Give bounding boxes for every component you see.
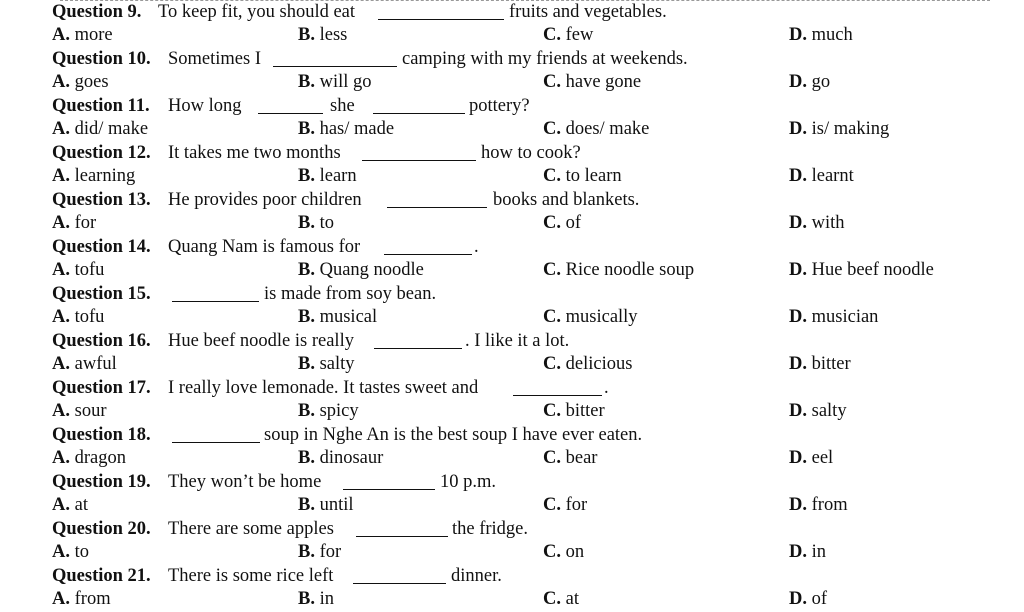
options-line bbox=[0, 588, 1024, 611]
question-number: Question 21. bbox=[52, 566, 151, 586]
option-letter: C. bbox=[543, 307, 561, 327]
option-letter: C. bbox=[543, 542, 561, 562]
option-letter: B. bbox=[298, 448, 315, 468]
option-text: learnt bbox=[811, 166, 854, 186]
options-line bbox=[0, 541, 1024, 564]
option-text: bear bbox=[565, 448, 598, 468]
option-b[interactable] bbox=[298, 306, 377, 329]
question-line bbox=[0, 142, 1024, 165]
option-c[interactable] bbox=[543, 353, 632, 376]
option-a[interactable] bbox=[52, 494, 88, 517]
question-text: the fridge. bbox=[452, 519, 529, 539]
option-letter: D. bbox=[789, 260, 807, 280]
option-text: salty bbox=[811, 401, 847, 421]
question-text: pottery? bbox=[469, 96, 530, 116]
option-letter: D. bbox=[789, 72, 807, 92]
question-number: Question 11. bbox=[52, 96, 150, 116]
question-text: There is some rice left bbox=[168, 566, 334, 586]
question-number: Question 19. bbox=[52, 472, 151, 492]
options-line bbox=[0, 71, 1024, 94]
option-d[interactable] bbox=[789, 400, 847, 423]
options-line bbox=[0, 306, 1024, 329]
option-letter: A. bbox=[52, 542, 70, 562]
answer-blank bbox=[258, 95, 323, 114]
option-letter: A. bbox=[52, 401, 70, 421]
question-line bbox=[0, 377, 1024, 400]
option-letter: D. bbox=[789, 354, 807, 374]
option-letter: B. bbox=[298, 495, 315, 515]
option-d[interactable] bbox=[789, 118, 889, 141]
option-b[interactable] bbox=[298, 541, 341, 564]
option-text: more bbox=[74, 25, 113, 45]
option-letter: D. bbox=[789, 589, 807, 609]
option-a[interactable] bbox=[52, 212, 96, 235]
option-letter: D. bbox=[789, 401, 807, 421]
question-number: Question 13. bbox=[52, 190, 151, 210]
option-d[interactable] bbox=[789, 24, 853, 47]
option-text: in bbox=[811, 542, 827, 562]
question-text: I really love lemonade. It tastes sweet and bbox=[168, 378, 479, 398]
option-text: has/ made bbox=[319, 119, 395, 139]
option-letter: B. bbox=[298, 401, 315, 421]
option-a[interactable] bbox=[52, 165, 135, 188]
option-text: did/ make bbox=[74, 119, 149, 139]
options-line bbox=[0, 118, 1024, 141]
question-line bbox=[0, 330, 1024, 353]
option-text: bitter bbox=[811, 354, 851, 374]
option-a[interactable] bbox=[52, 24, 113, 47]
option-letter: C. bbox=[543, 213, 561, 233]
option-letter: B. bbox=[298, 354, 315, 374]
option-text: Hue beef noodle bbox=[811, 260, 934, 280]
option-text: with bbox=[811, 213, 845, 233]
option-b[interactable] bbox=[298, 165, 357, 188]
option-text: eel bbox=[811, 448, 834, 468]
question-text: To keep fit, you should eat bbox=[158, 2, 356, 22]
answer-blank bbox=[513, 377, 602, 396]
question-text: Hue beef noodle is really bbox=[168, 331, 354, 351]
option-c[interactable] bbox=[543, 400, 605, 423]
option-text: Rice noodle soup bbox=[565, 260, 695, 280]
option-text: much bbox=[811, 25, 853, 45]
option-c[interactable] bbox=[543, 494, 587, 517]
option-letter: C. bbox=[543, 119, 561, 139]
option-d[interactable] bbox=[789, 588, 827, 611]
option-letter: A. bbox=[52, 72, 70, 92]
option-text: have gone bbox=[565, 72, 642, 92]
option-a[interactable] bbox=[52, 541, 89, 564]
option-text: at bbox=[74, 495, 88, 515]
question-text: fruits and vegetables. bbox=[509, 2, 667, 22]
question-number: Question 15. bbox=[52, 284, 151, 304]
question-line bbox=[0, 95, 1024, 118]
option-text: for bbox=[565, 495, 588, 515]
option-a[interactable] bbox=[52, 447, 126, 470]
option-text: of bbox=[565, 213, 582, 233]
option-letter: A. bbox=[52, 307, 70, 327]
option-b[interactable] bbox=[298, 588, 334, 611]
option-b[interactable] bbox=[298, 353, 355, 376]
option-c[interactable] bbox=[543, 588, 579, 611]
option-d[interactable] bbox=[789, 447, 833, 470]
option-a[interactable] bbox=[52, 400, 107, 423]
options-line bbox=[0, 400, 1024, 423]
option-d[interactable] bbox=[789, 212, 845, 235]
option-text: salty bbox=[319, 354, 355, 374]
option-letter: C. bbox=[543, 72, 561, 92]
option-text: musical bbox=[319, 307, 378, 327]
option-text: tofu bbox=[74, 260, 105, 280]
option-b[interactable] bbox=[298, 259, 424, 282]
question-text: books and blankets. bbox=[493, 190, 640, 210]
option-a[interactable] bbox=[52, 71, 109, 94]
option-c[interactable] bbox=[543, 259, 694, 282]
option-text: to bbox=[319, 213, 334, 233]
option-letter: C. bbox=[543, 589, 561, 609]
option-d[interactable] bbox=[789, 165, 854, 188]
option-letter: C. bbox=[543, 354, 561, 374]
question-line bbox=[0, 48, 1024, 71]
option-c[interactable] bbox=[543, 71, 641, 94]
options-line bbox=[0, 447, 1024, 470]
option-letter: B. bbox=[298, 589, 315, 609]
option-text: delicious bbox=[565, 354, 633, 374]
question-number: Question 10. bbox=[52, 49, 151, 69]
question-number: Question 12. bbox=[52, 143, 151, 163]
answer-blank bbox=[356, 518, 448, 537]
option-letter: A. bbox=[52, 354, 70, 374]
option-d[interactable] bbox=[789, 259, 934, 282]
option-text: sour bbox=[74, 401, 107, 421]
option-b[interactable] bbox=[298, 71, 372, 94]
option-text: Quang noodle bbox=[319, 260, 424, 280]
question-number: Question 14. bbox=[52, 237, 151, 257]
option-letter: B. bbox=[298, 307, 315, 327]
option-letter: B. bbox=[298, 25, 315, 45]
question-line bbox=[0, 518, 1024, 541]
option-b[interactable] bbox=[298, 400, 359, 423]
answer-blank bbox=[387, 189, 487, 208]
question-text: Quang Nam is famous for bbox=[168, 237, 361, 257]
options-line bbox=[0, 212, 1024, 235]
question-text: How long bbox=[168, 96, 242, 116]
option-text: goes bbox=[74, 72, 109, 92]
option-a[interactable] bbox=[52, 353, 117, 376]
question-text: dinner. bbox=[451, 566, 502, 586]
option-c[interactable] bbox=[543, 165, 622, 188]
option-text: does/ make bbox=[565, 119, 650, 139]
option-letter: A. bbox=[52, 589, 70, 609]
option-letter: D. bbox=[789, 119, 807, 139]
options-line bbox=[0, 165, 1024, 188]
option-letter: A. bbox=[52, 213, 70, 233]
option-a[interactable] bbox=[52, 306, 104, 329]
answer-blank bbox=[378, 1, 504, 20]
question-line bbox=[0, 471, 1024, 494]
question-line bbox=[0, 1, 1024, 24]
question-text: is made from soy bean. bbox=[264, 284, 437, 304]
question-line bbox=[0, 189, 1024, 212]
answer-blank bbox=[172, 424, 260, 443]
question-number: Question 17. bbox=[52, 378, 151, 398]
option-d[interactable] bbox=[789, 353, 851, 376]
option-c[interactable] bbox=[543, 24, 593, 47]
question-text: camping with my friends at weekends. bbox=[402, 49, 688, 69]
question-text: she bbox=[330, 96, 355, 116]
answer-blank bbox=[362, 142, 476, 161]
answer-blank bbox=[353, 565, 446, 584]
option-text: from bbox=[74, 589, 111, 609]
option-letter: B. bbox=[298, 213, 315, 233]
option-a[interactable] bbox=[52, 259, 104, 282]
question-line bbox=[0, 236, 1024, 259]
option-text: until bbox=[319, 495, 354, 515]
option-a[interactable] bbox=[52, 588, 111, 611]
option-text: dinosaur bbox=[319, 448, 384, 468]
option-c[interactable] bbox=[543, 541, 584, 564]
question-text: He provides poor children bbox=[168, 190, 362, 210]
option-text: for bbox=[74, 213, 97, 233]
answer-blank bbox=[374, 330, 462, 349]
option-text: few bbox=[565, 25, 594, 45]
question-text: soup in Nghe An is the best soup I have ever eaten. bbox=[264, 425, 643, 445]
question-number: Question 18. bbox=[52, 425, 151, 445]
option-letter: A. bbox=[52, 448, 70, 468]
question-text: 10 p.m. bbox=[440, 472, 497, 492]
question-line bbox=[0, 283, 1024, 306]
question-text: . bbox=[474, 237, 479, 257]
option-d[interactable] bbox=[789, 71, 830, 94]
option-b[interactable] bbox=[298, 212, 334, 235]
option-letter: D. bbox=[789, 307, 807, 327]
option-d[interactable] bbox=[789, 541, 826, 564]
options-line bbox=[0, 24, 1024, 47]
option-letter: C. bbox=[543, 260, 561, 280]
answer-blank bbox=[273, 48, 397, 67]
option-text: go bbox=[811, 72, 831, 92]
option-text: learning bbox=[74, 166, 136, 186]
option-text: dragon bbox=[74, 448, 126, 468]
question-text: . bbox=[604, 378, 609, 398]
option-letter: A. bbox=[52, 495, 70, 515]
option-letter: B. bbox=[298, 72, 315, 92]
option-text: to bbox=[74, 542, 90, 562]
answer-blank bbox=[172, 283, 259, 302]
option-letter: A. bbox=[52, 25, 70, 45]
options-line bbox=[0, 494, 1024, 517]
option-text: will go bbox=[319, 72, 372, 92]
question-text: It takes me two months bbox=[168, 143, 341, 163]
option-d[interactable] bbox=[789, 306, 878, 329]
option-text: of bbox=[811, 589, 828, 609]
answer-blank bbox=[343, 471, 435, 490]
option-c[interactable] bbox=[543, 306, 638, 329]
question-number: Question 9. bbox=[52, 2, 142, 22]
option-letter: B. bbox=[298, 542, 315, 562]
question-text: how to cook? bbox=[481, 143, 581, 163]
option-letter: C. bbox=[543, 401, 561, 421]
option-c[interactable] bbox=[543, 447, 597, 470]
option-d[interactable] bbox=[789, 494, 848, 517]
option-b[interactable] bbox=[298, 447, 383, 470]
question-number: Question 20. bbox=[52, 519, 151, 539]
option-c[interactable] bbox=[543, 212, 581, 235]
question-number: Question 16. bbox=[52, 331, 151, 351]
option-c[interactable] bbox=[543, 118, 649, 141]
question-line bbox=[0, 565, 1024, 588]
option-letter: C. bbox=[543, 25, 561, 45]
option-letter: B. bbox=[298, 119, 315, 139]
option-letter: B. bbox=[298, 166, 315, 186]
question-text: . I like it a lot. bbox=[465, 331, 570, 351]
option-letter: D. bbox=[789, 213, 807, 233]
question-line bbox=[0, 424, 1024, 447]
answer-blank bbox=[384, 236, 472, 255]
option-text: to learn bbox=[565, 166, 622, 186]
option-text: for bbox=[319, 542, 342, 562]
option-text: musician bbox=[811, 307, 879, 327]
option-letter: C. bbox=[543, 448, 561, 468]
option-letter: A. bbox=[52, 260, 70, 280]
option-letter: C. bbox=[543, 495, 561, 515]
option-b[interactable] bbox=[298, 118, 394, 141]
option-text: awful bbox=[74, 354, 117, 374]
option-a[interactable] bbox=[52, 118, 148, 141]
question-text: They won’t be home bbox=[168, 472, 322, 492]
answer-blank bbox=[373, 95, 465, 114]
option-letter: D. bbox=[789, 495, 807, 515]
question-text: There are some apples bbox=[168, 519, 334, 539]
option-letter: D. bbox=[789, 542, 807, 562]
option-text: is/ making bbox=[811, 119, 890, 139]
option-letter: D. bbox=[789, 448, 807, 468]
option-text: spicy bbox=[319, 401, 359, 421]
option-b[interactable] bbox=[298, 494, 354, 517]
question-text: Sometimes I bbox=[168, 49, 262, 69]
option-text: in bbox=[319, 589, 334, 609]
options-line bbox=[0, 259, 1024, 282]
option-text: less bbox=[319, 25, 348, 45]
option-text: on bbox=[565, 542, 585, 562]
option-text: at bbox=[565, 589, 579, 609]
option-text: bitter bbox=[565, 401, 605, 421]
option-b[interactable] bbox=[298, 24, 347, 47]
option-letter: B. bbox=[298, 260, 315, 280]
option-text: musically bbox=[565, 307, 638, 327]
option-letter: D. bbox=[789, 166, 807, 186]
option-letter: D. bbox=[789, 25, 807, 45]
option-letter: C. bbox=[543, 166, 561, 186]
options-line bbox=[0, 353, 1024, 376]
option-letter: A. bbox=[52, 166, 70, 186]
option-text: from bbox=[811, 495, 848, 515]
option-letter: A. bbox=[52, 119, 70, 139]
option-text: tofu bbox=[74, 307, 105, 327]
option-text: learn bbox=[319, 166, 357, 186]
